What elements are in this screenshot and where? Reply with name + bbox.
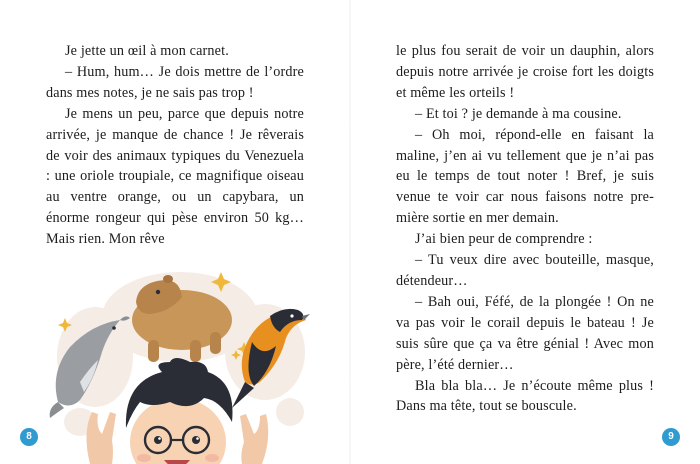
paragraph: le plus fou serait de voir un dauphin, alors depuis notre arrivée je croise fort les doigts et même les orteils ! — [396, 43, 654, 101]
paragraph: – Oh moi, répond-elle en faisant la maline, j’en ai vu tellement que je n’ai pas eu le temps de tout noter ! Bref, je suis venue te voir car nous faisons notre pre-mière sortie en mer demain. — [396, 126, 654, 227]
paragraph: – Tu veux dire avec bouteille, masque, détendeur… — [396, 252, 654, 289]
paragraph: – Et toi ? je demande à ma cousine. — [415, 105, 622, 122]
paragraph: Je jette un œil à mon carnet. — [65, 43, 229, 59]
left-page-text — [46, 41, 304, 250]
paragraph: – Hum, hum… Je dois mettre de l’ordre dans mes notes, je ne sais pas trop ! — [46, 63, 304, 101]
paragraph: – Bah oui, Féfé, de la plongée ! On ne va pas voir le corail depuis le bateau ! Je suis sûre que ça va être génial ! Avec mon père, l’été dernier… — [396, 293, 654, 373]
page-number-badge: 9 — [662, 428, 680, 446]
right-page-text — [396, 41, 654, 417]
paragraph: J’ai bien peur de comprendre : — [415, 231, 593, 248]
paragraph: Bla bla bla… Je n’écoute même plus ! Dans ma tête, tout se bouscule. — [396, 377, 654, 415]
page-number-badge: 8 — [20, 428, 38, 446]
paragraph: Je mens un peu, parce que depuis notre arrivée, je manque de chance ! Je rêverais de voir des animaux typiques du Venezuela : une oriole troupiale, ce magnifique oiseau au ventre orange, ou un capybara, un énorme rongeur qui pèse environ 50 kg… Mais rien. Mon rêve — [46, 105, 304, 248]
boy-dreaming-illustration — [40, 262, 310, 464]
